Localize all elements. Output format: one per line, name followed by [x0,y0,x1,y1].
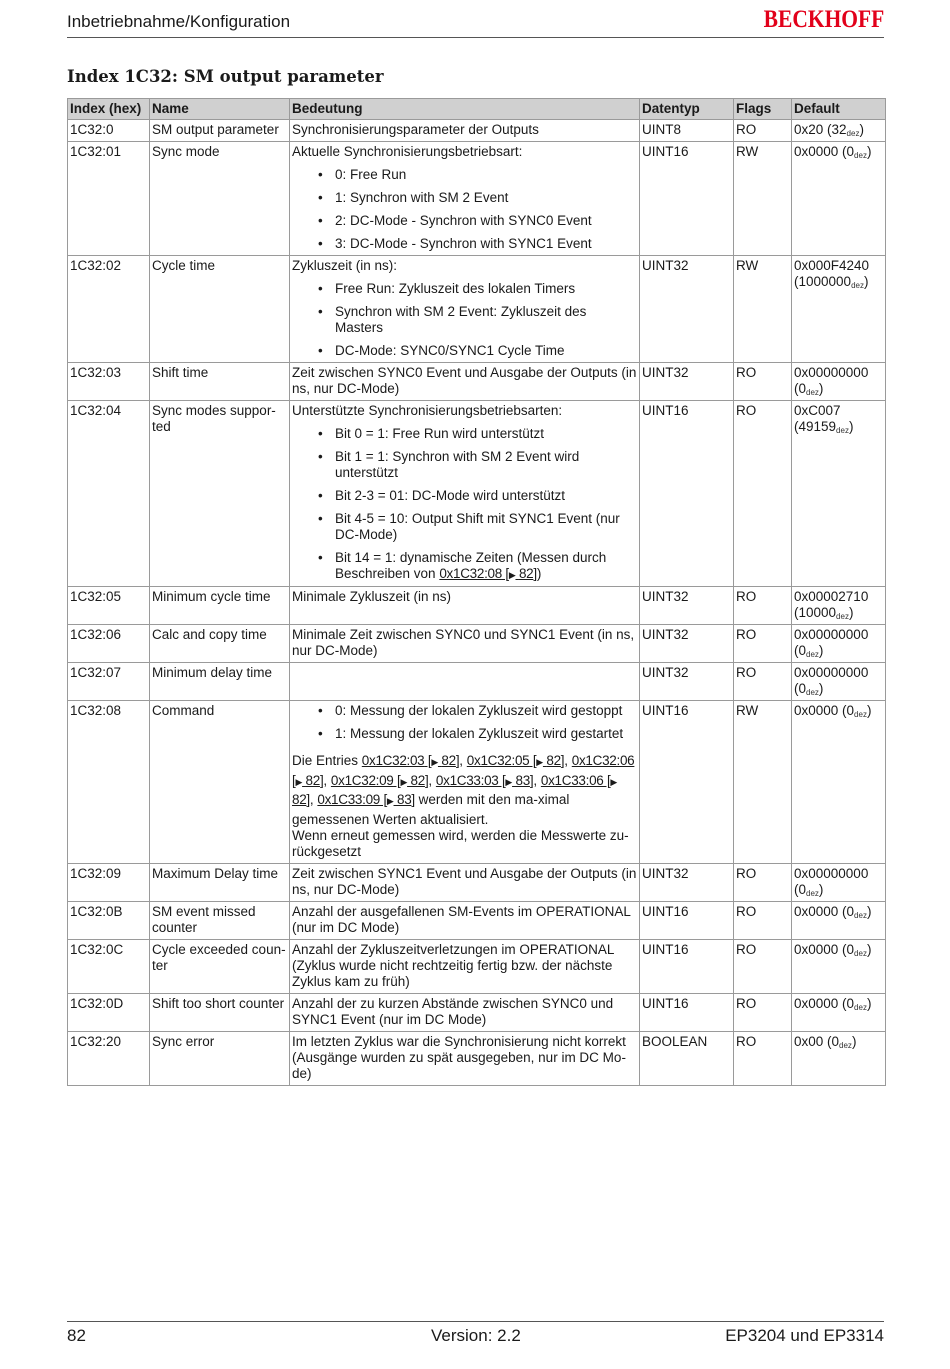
cross-reference-link[interactable]: 0x1C32:03 [▶ 82] [362,753,459,768]
cell-name: SM output parameter [150,120,290,142]
cell-meaning: Zykluszeit (in ns): • Free Run: Zykluszeit des lokalen Timers • Synchron with SM 2 Event: Zykluszeit des Masters • DC-Mode: SYNC0/SYNC1 Cycle Time [290,256,640,363]
cell-datatype: UINT16 [640,902,734,940]
list-item: • 0: Free Run [318,167,407,182]
table-row [68,864,886,902]
cell-index: 1C32:07 [68,663,150,701]
cell-default: 0x0000 $(0_{dez})$ [792,940,886,994]
list-item: • Synchron with SM 2 Event: Zykluszeit des Masters [318,304,587,335]
list-item: • Bit 14 = 1: dynamische Zeiten (Messen durch Beschreiben von 0x1C32:08 [▶ 82]) [318,550,607,581]
cell-datatype: UINT32 [640,663,734,701]
cell-meaning: Aktuelle Synchronisierungsbetriebsart: • 0: Free Run • 1: Synchron with SM 2 Event • 2: DC-Mode - Synchron with SYNC0 Event • 3: DC-Mode - Synchron with SYNC1 Event [290,142,640,256]
cell-default: 0xC007 $(49159_{dez})$ [792,401,886,587]
cell-index: 1C32:02 [68,256,150,363]
entries-paragraph: Die Entries 0x1C32:03 [▶ 82], 0x1C32:05 [▶ 82], 0x1C32:06 [▶ 82], 0x1C32:09 [▶ 82], 0x1C33:03 [▶ 83], 0x1C33:06 [▶ 82], 0x1C33:09 [▶ 83] werden mit den ma-ximal gemessenen Werten aktualisiert. [292,753,635,827]
cell-datatype: UINT16 [640,940,734,994]
list-item: • Free Run: Zykluszeit des lokalen Timers [318,281,576,296]
cell-datatype: UINT32 [640,256,734,363]
parameter-table [67,98,886,1086]
cell-name: Command [150,701,290,864]
table-row [68,902,886,940]
footer-divider [67,1321,884,1322]
cell-meaning: Minimale Zeit zwischen SYNC0 und SYNC1 Event (in ns, nur DC-Mode) [290,625,640,663]
table-row [68,142,886,256]
list-item: • 3: DC-Mode - Synchron with SYNC1 Event [318,236,592,251]
cell-meaning: Unterstützte Synchronisierungsbetriebsarten: • Bit 0 = 1: Free Run wird unterstützt • Bit 1 = 1: Synchron with SM 2 Event wird unterstützt • Bit 2-3 = 01: DC-Mode wird unterstützt • Bit 4-5 = 10: Output Shift mit SYNC1 Event (nur DC-Mode) • Bit 14 = 1: dynamische Zeiten (Messen durch Beschreiben von 0x1C32:08 [▶ 82]) [290,401,640,587]
cell-flags: RO [734,1032,792,1086]
cell-flags: RO [734,120,792,142]
cell-datatype: UINT8 [640,120,734,142]
cell-meaning: Im letzten Zyklus war die Synchronisierung nicht korrekt (Ausgänge wurden zu spät ausgegeben, nur im DC Mo-de) [290,1032,640,1086]
page-arrow-icon: ▶ [508,570,516,580]
cell-name: Sync mode [150,142,290,256]
table-header-row [68,99,886,120]
cell-meaning: Synchronisierungsparameter der Outputs [290,120,640,142]
cell-flags: RW [734,701,792,864]
cell-default: 0x00000000 $(0_{dez})$ [792,625,886,663]
cross-reference-link[interactable]: 0x1C32:05 [▶ 82] [467,753,564,768]
cross-reference-link[interactable]: 0x1C33:03 [▶ 83] [436,773,533,788]
cell-datatype: UINT16 [640,401,734,587]
table-row [68,1032,886,1086]
cell-default: 0x00000000 $(0_{dez})$ [792,663,886,701]
page-header-title: Inbetriebnahme/Konfiguration [67,12,291,31]
cell-default: 0x00000000 $(0_{dez})$ [792,864,886,902]
cell-name: Minimum delay time [150,663,290,701]
cell-name: Cycle exceeded coun-ter [150,940,290,994]
column-header-default: Default [792,99,886,120]
cell-datatype: UINT16 [640,994,734,1032]
cross-reference-link[interactable]: 0x1C32:06 [▶ 82] [292,753,634,788]
cell-meaning: Anzahl der zu kurzen Abstände zwischen SYNC0 und SYNC1 Event (nur im DC Mode) [290,994,640,1032]
cell-index: 1C32:0C [68,940,150,994]
header-divider [67,37,884,38]
cell-default: 0x00002710 $(10000_{dez})$ [792,587,886,625]
entries-note: Wenn erneut gemessen wird, werden die Messwerte zu-rückgesetzt [292,828,629,859]
table-row [68,120,886,142]
page-arrow-icon: ▶ [431,757,438,767]
cell-flags: RO [734,864,792,902]
cell-default: 0x20 $(32_{dez})$ [792,120,886,142]
cell-index: 1C32:0B [68,902,150,940]
cell-index: 1C32:01 [68,142,150,256]
cross-reference-link[interactable]: 0x1C33:06 [▶ 82] [292,772,618,807]
cell-name: Calc and copy time [150,625,290,663]
cell-datatype: UINT32 [640,363,734,401]
table-row [68,940,886,994]
cell-name: Minimum cycle time [150,587,290,625]
beckhoff-logo: BECKHOFF [763,6,884,33]
page-arrow-icon: ▶ [400,776,408,787]
cell-datatype: BOOLEAN [640,1032,734,1086]
cell-index: 1C32:08 [68,701,150,864]
cell-index: 1C32:05 [68,587,150,625]
page-arrow-icon: ▶ [610,776,618,787]
cell-index: 1C32:0 [68,120,150,142]
cell-meaning: Zeit zwischen SYNC1 Event und Ausgabe der Outputs (in ns, nur DC-Mode) [290,864,640,902]
cell-index: 1C32:0D [68,994,150,1032]
cell-flags: RW [734,142,792,256]
cell-flags: RO [734,663,792,701]
table-row [68,663,886,701]
list-item: • 1: Messung der lokalen Zykluszeit wird gestartet [318,726,624,741]
table-row [68,994,886,1032]
column-header-name: Name [150,99,290,120]
cell-flags: RO [734,902,792,940]
cell-datatype: UINT16 [640,701,734,864]
cell-index: 1C32:06 [68,625,150,663]
cell-default: 0x0000 $(0_{dez})$ [792,902,886,940]
table-row [68,701,886,864]
table-row [68,363,886,401]
page-arrow-icon: ▶ [536,757,543,767]
cell-datatype: UINT32 [640,587,734,625]
column-header-meaning: Bedeutung [290,99,640,120]
cross-reference-link[interactable]: 0x1C32:08 [▶ 82] [439,566,537,581]
table-row [68,401,886,587]
table-row [68,587,886,625]
cell-meaning: Anzahl der Zykluszeitverletzungen im OPERATIONAL (Zyklus wurde nicht rechtzeitig fertig bzw. der nächste Zyklus kam zu früh) [290,940,640,994]
cell-default: 0x00 $(0_{dez})$ [792,1032,886,1086]
cell-default: 0x0000 $(0_{dez})$ [792,142,886,256]
section-title: Index 1C32: SM output parameter [67,67,384,86]
cell-flags: RO [734,401,792,587]
list-item: • Bit 0 = 1: Free Run wird unterstützt [318,426,544,441]
cell-name: Cycle time [150,256,290,363]
option-list [292,426,637,583]
product-name: EP3204 und EP3314 [725,1326,884,1345]
list-item: • 1: Synchron with SM 2 Event [318,190,509,205]
cell-index: 1C32:03 [68,363,150,401]
page-arrow-icon: ▶ [295,776,303,787]
column-header-index: Index (hex) [68,99,150,120]
cell-flags: RO [734,363,792,401]
option-list [292,281,637,359]
cell-index: 1C32:20 [68,1032,150,1086]
cell-index: 1C32:04 [68,401,150,587]
cell-meaning: Minimale Zykluszeit (in ns) [290,587,640,625]
page-arrow-icon: ▶ [386,796,394,806]
cell-flags: RO [734,625,792,663]
option-list [292,703,637,742]
list-item: • Bit 4-5 = 10: Output Shift mit SYNC1 Event (nur DC-Mode) [318,511,620,542]
column-header-datatype: Datentyp [640,99,734,120]
page-arrow-icon: ▶ [505,776,513,787]
cell-meaning [290,663,640,701]
table-row [68,625,886,663]
cell-index: 1C32:09 [68,864,150,902]
option-list [292,167,637,252]
cross-reference-link[interactable]: 0x1C33:09 [▶ 83] [317,792,414,807]
cell-default: 0x00000000 $(0_{dez})$ [792,363,886,401]
cell-name: Sync error [150,1032,290,1086]
cell-name: Maximum Delay time [150,864,290,902]
cell-meaning: Zeit zwischen SYNC0 Event und Ausgabe der Outputs (in ns, nur DC-Mode) [290,363,640,401]
cell-default: 0x0000 $(0_{dez})$ [792,994,886,1032]
column-header-flags: Flags [734,99,792,120]
cell-flags: RO [734,994,792,1032]
cross-reference-link[interactable]: 0x1C32:09 [▶ 82] [331,773,428,788]
cell-name: SM event missed counter [150,902,290,940]
cell-name: Sync modes suppor-ted [150,401,290,587]
table-row [68,256,886,363]
document-version: Version: 2.2 [431,1326,521,1345]
cell-name: Shift too short counter [150,994,290,1032]
list-item: • Bit 1 = 1: Synchron with SM 2 Event wird unterstützt [318,449,580,480]
cell-datatype: UINT16 [640,142,734,256]
list-item: • 2: DC-Mode - Synchron with SYNC0 Event [318,213,592,228]
cell-name: Shift time [150,363,290,401]
list-item: • Bit 2-3 = 01: DC-Mode wird unterstützt [318,488,565,503]
cell-default: 0x000F4240 $(1000000_{dez})$ [792,256,886,363]
list-item: • 0: Messung der lokalen Zykluszeit wird gestoppt [318,703,623,718]
cell-datatype: UINT32 [640,625,734,663]
list-item: • DC-Mode: SYNC0/SYNC1 Cycle Time [318,343,565,358]
cell-default: 0x0000 $(0_{dez})$ [792,701,886,864]
cell-meaning [290,701,640,864]
cell-datatype: UINT32 [640,864,734,902]
page-number: 82 [67,1326,86,1345]
cell-flags: RW [734,256,792,363]
cell-meaning: Anzahl der ausgefallenen SM-Events im OPERATIONAL (nur im DC Mode) [290,902,640,940]
cell-flags: RO [734,587,792,625]
cell-flags: RO [734,940,792,994]
